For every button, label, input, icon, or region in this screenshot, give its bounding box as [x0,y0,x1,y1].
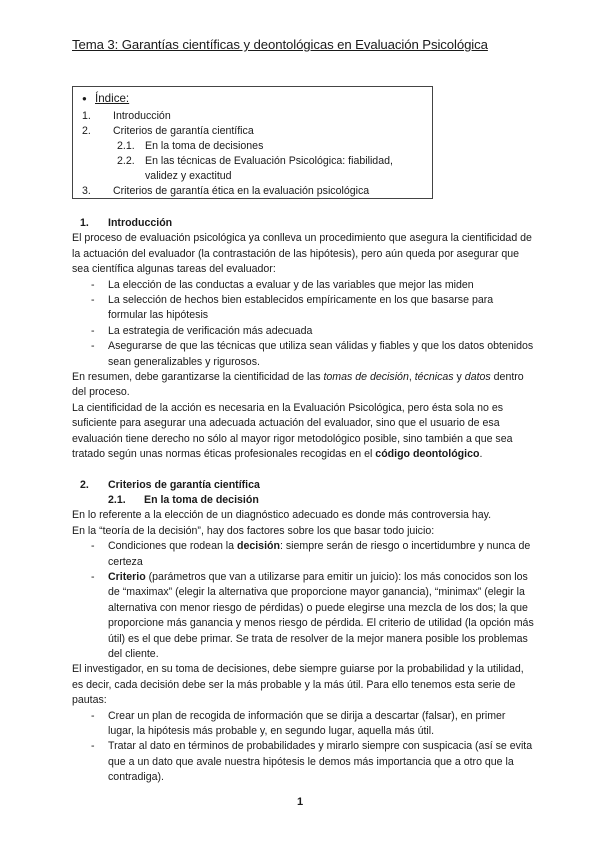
paragraph: La cientificidad de la acción es necesaria en la Evaluación Psicológica, pero ésta sola no es suficiente para asegurar una adecuada actuación del evaluador, sino que el usuario de esa evaluación tiene derecho no sólo al mayor rigor metodológico posible, sino también a que sea tratado según unas normas éticas profesionales recogidas en el código deontológico. [72,401,513,461]
table-of-contents [72,86,433,199]
toc-item-number: 2. [82,125,91,137]
list-item: - Tratar al dato en términos de probabilidades y mirarlo siempre con suspicacia (así se evita que a un dato que avale nuestra hipótesis le demos más importancia que a otro que la contradiga). [72,739,534,785]
list-item: - Crear un plan de recogida de información que se dirija a descartar (falsar), en primer lugar, la hipótesis más probable y, en segundo lugar, aquella más útil. [72,709,534,740]
toc-item-label: En la toma de decisiones [145,140,264,152]
paragraph: En la “teoría de la decisión”, hay dos factores sobre los que basar todo juicio: [72,524,435,537]
list-item: - La selección de hechos bien establecidos empíricamente en los que basarse para formular las hipótesis [72,293,534,324]
toc-item [82,109,171,124]
page-number: 1 [296,796,304,808]
paragraph: El proceso de evaluación psicológica ya conlleva un procedimiento que asegura la cientificidad de la actuación del evaluador (la contrastación de las hipótesis), pero aún queda por asegurar que sea científica algunas tareas del evaluador: [72,232,532,276]
section-heading-criterios: 2. Criterios de garantía científica [80,478,260,491]
toc-item [82,124,254,139]
toc-heading: ● Índice: [95,92,129,107]
section-heading-introduccion: 1. Introducción [80,217,173,229]
list-item: - Asegurarse de que las técnicas que utiliza sean válidas y fiables y que los datos obtenidos sean generalizables y rigurosos. [72,339,534,370]
toc-item-number: 1. [82,110,91,122]
document-title: Tema 3: Garantías científicas y deontológicas en Evaluación Psicológica [72,37,488,52]
paragraph: En lo referente a la elección de un diagnóstico adecuado es donde más controversia hay. [72,509,492,522]
toc-item-label: Introducción [113,110,171,122]
toc-item-number: 2.2. [117,155,135,167]
toc-item [82,184,370,199]
toc-item-label: Criterios de garantía científica [113,125,254,137]
toc-item [117,154,393,169]
paragraph: En resumen, debe garantizarse la cientificidad de las tomas de decisión, técnicas y datos dentro del proceso. [72,371,524,399]
toc-item-continuation [145,169,232,184]
paragraph: El investigador, en su toma de decisiones, debe siempre guiarse por la probabilidad y la utilidad, es decir, cada decisión debe ser la más probable y la más útil. Para ello tenemos esta serie de pautas: [72,663,524,707]
list-item: - La elección de las conductas a evaluar y de las variables que mejor las miden [72,278,534,293]
document-body [72,216,534,786]
list-item: - La estrategia de verificación más adecuada [72,324,534,339]
toc-item-number: 3. [82,185,91,197]
list-item: - Condiciones que rodean la decisión: siempre serán de riesgo o incertidumbre y nunca de certeza [72,539,534,570]
toc-item-label: Criterios de garantía ética en la evaluación psicológica [113,185,370,197]
subsection-heading: 2.1. En la toma de decisión [108,493,259,506]
list-item: - Criterio (parámetros que van a utilizarse para emitir un juicio): los más conocidos son los de “maximax” (elegir la alternativa que proporcione mayor ganancia), “minimax” (elegir la alternativa con menor riesgo de pérdidas) o puede elegirse una mezcla de los dos; la que proporcione más ganancia y menos riesgo de pérdida. El criterio de utilidad (la opción más útil) es el que debe primar. Se trata de resolver de la mejor manera posible los problemas del cliente. [72,570,534,662]
toc-item-number: 2.1. [117,140,135,152]
toc-item-label: En las técnicas de Evaluación Psicológica: fiabilidad, [145,155,393,167]
toc-item-label: validez y exactitud [145,170,232,182]
toc-item [117,139,264,154]
